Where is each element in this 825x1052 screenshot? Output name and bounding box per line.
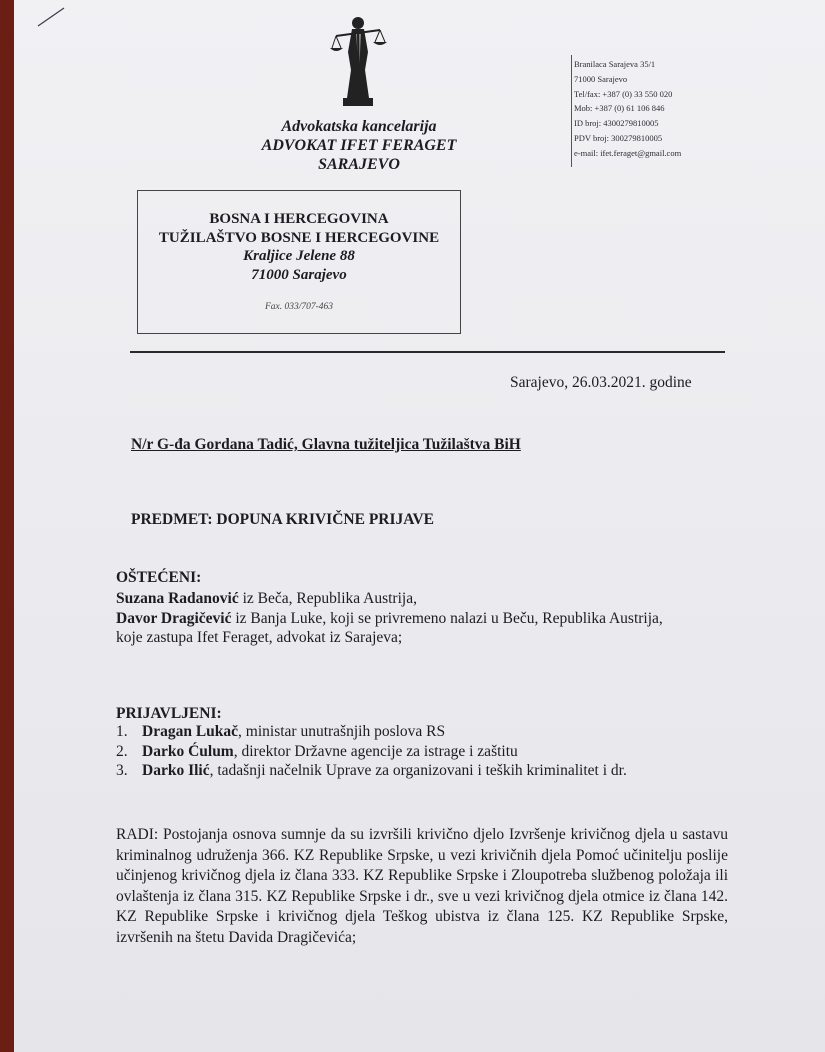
attention-line: N/r G-đa Gordana Tadić, Glavna tužiteljica Tužilaštva BiH — [131, 436, 521, 453]
prijavljeni-heading: PRIJAVLJENI: — [116, 705, 222, 722]
person-name: Darko Ilić — [142, 762, 210, 779]
firm-line-2: ADVOKAT IFET FERAGET — [261, 137, 457, 154]
recipient-line-3: Kraljice Jelene 88 — [243, 248, 355, 264]
contact-mobile: Mob: +387 (0) 61 106 846 — [574, 103, 665, 114]
recipient-fax: Fax. 033/707-463 — [264, 302, 334, 312]
osteceni-representation: koje zastupa Ifet Feraget, advokat iz Sarajeva; — [116, 629, 403, 646]
document-page — [14, 0, 825, 1052]
contact-id: ID broj: 4300279810005 — [574, 118, 659, 129]
item-number: 3. — [116, 762, 128, 779]
item-number: 1. — [116, 723, 128, 740]
item-number: 2. — [116, 742, 128, 760]
contact-telfax: Tel/fax: +387 (0) 33 550 020 — [574, 88, 673, 99]
person-role: , direktor Državne agencije za istrage i zaštitu — [233, 742, 518, 760]
recipient-line-4: 71000 Sarajevo — [251, 266, 347, 283]
osteceni-list — [116, 589, 729, 648]
party-name: Davor Dragičević — [116, 609, 232, 627]
person-role: , tadašnji načelnik Uprave za organizovani i teških kriminalitet i dr. — [209, 762, 627, 779]
recipient-line-2: TUŽILAŠTVO BOSNE I HERCEGOVINE — [158, 229, 440, 246]
contact-divider — [571, 55, 572, 167]
firm-name — [214, 117, 504, 174]
osteceni-heading: OŠTEĆENI: — [116, 569, 202, 586]
person-name: Dragan Lukač — [142, 723, 239, 740]
osteceni-party-2 — [116, 609, 729, 629]
lady-justice-icon — [328, 12, 388, 112]
header-rule — [130, 351, 725, 353]
contact-city: 71000 Sarajevo — [574, 73, 628, 84]
contact-block — [574, 57, 794, 161]
contact-email: e-mail: ifet.feraget@gmail.com — [574, 147, 682, 158]
radi-paragraph: RADI: Postojanja osnova sumnje da su izvršili krivično djelo Izvršenje krivičnog djela u sastavu kriminalnog udruženja 366. KZ Republike Srpske, u vezi krivičnih djela Pomoć učinitelju poslije učinjenog krivičnog djela iz člana 333. KZ Republike Srpske i Zloupotreba službenog položaja ili ovlaštenja iz člana 315. KZ Republike Srpske i dr., sve u vezi krivičnog djela otmice iz člana 142. KZ Republike Srpske i krivičnog djela Teškog ubistva iz člana 125. KZ Republike Srpske, izvršenih na štetu Davida Dragičevića; — [116, 826, 728, 946]
party-name: Suzana Radanović — [116, 590, 239, 607]
recipient-address — [138, 210, 460, 284]
osteceni-party-1 — [116, 589, 729, 609]
firm-line-3: SARAJEVO — [318, 156, 400, 173]
person-role: , ministar unutrašnjih poslova RS — [238, 723, 446, 740]
contact-pdv: PDV broj: 300279810005 — [574, 132, 663, 143]
party-detail: iz Beča, Republika Austrija, — [238, 590, 417, 607]
party-detail: iz Banja Luke, koji se privremeno nalazi u Beču, Republika Austrija, — [231, 609, 663, 627]
prijavljeni-list — [116, 722, 729, 781]
firm-line-1: Advokatska kancelarija — [281, 118, 437, 135]
recipient-line-1: BOSNA I HERCEGOVINA — [209, 211, 389, 227]
contact-address: Branilaca Sarajeva 35/1 — [574, 59, 656, 69]
list-item — [116, 742, 729, 762]
letter-date: Sarajevo, 26.03.2021. godine — [510, 374, 692, 391]
pen-mark-icon — [36, 6, 66, 28]
list-item — [116, 761, 729, 781]
subject-line: PREDMET: DOPUNA KRIVIČNE PRIJAVE — [131, 511, 434, 528]
person-name: Darko Ćulum — [142, 742, 234, 760]
list-item — [116, 722, 729, 742]
